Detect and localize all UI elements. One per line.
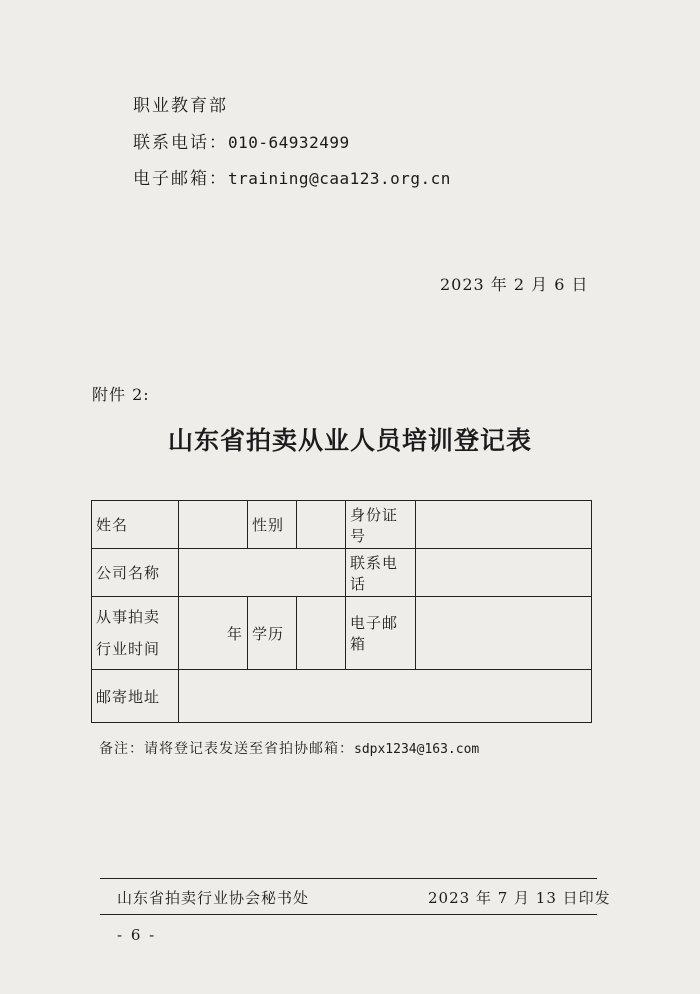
note-line [99,738,479,758]
note-text: 备注：请将登记表发送至省拍协邮箱： [99,741,354,757]
phone-label: 联系电话： [133,133,228,153]
gender-label: 性别 [248,501,297,549]
form-title: 山东省拍卖从业人员培训登记表 [167,426,532,455]
name-label: 姓名 [92,501,179,549]
id-number-label: 身份证号 [346,501,416,549]
company-cell [179,549,346,597]
table-row [92,597,592,670]
footer-rule-bottom [100,914,597,915]
note-email: sdpx1234@163.com [354,742,480,757]
phone-value: 010-64932499 [228,133,350,152]
signed-date: 2023 年 2 月 6 日 [440,275,589,294]
table-row [92,670,592,723]
footer-rule-top [100,878,597,879]
years-cell [179,597,248,670]
footer-issue-date: 2023 年 7 月 13 日印发 [428,889,611,907]
years-label-line2: 行业时间 [96,640,161,658]
contact-phone-cell [416,549,592,597]
contact-email-line [133,164,451,189]
name-cell [179,501,248,549]
form-email-cell [416,597,592,670]
table-row [92,549,592,597]
attachment-label: 附件 2: [92,385,150,404]
contact-phone-label: 联系电话 [346,549,416,597]
years-in-industry-label [92,597,179,670]
footer-organization: 山东省拍卖行业协会秘书处 [117,889,310,907]
form-email-label: 电子邮箱 [346,597,416,670]
registration-table [91,500,592,723]
contact-phone-line [133,128,350,153]
gender-cell [297,501,346,549]
address-cell [179,670,592,723]
education-label: 学历 [248,597,297,670]
years-unit: 年 [226,624,243,643]
page-number: - 6 - [117,926,157,944]
education-cell [297,597,346,670]
id-number-cell [416,501,592,549]
email-label: 电子邮箱： [133,169,228,189]
years-label-line1: 从事拍卖 [96,608,161,626]
department-name: 职业教育部 [133,96,228,116]
company-label: 公司名称 [92,549,179,597]
table-row [92,501,592,549]
address-label: 邮寄地址 [92,670,179,723]
email-value: training@caa123.org.cn [228,169,451,188]
